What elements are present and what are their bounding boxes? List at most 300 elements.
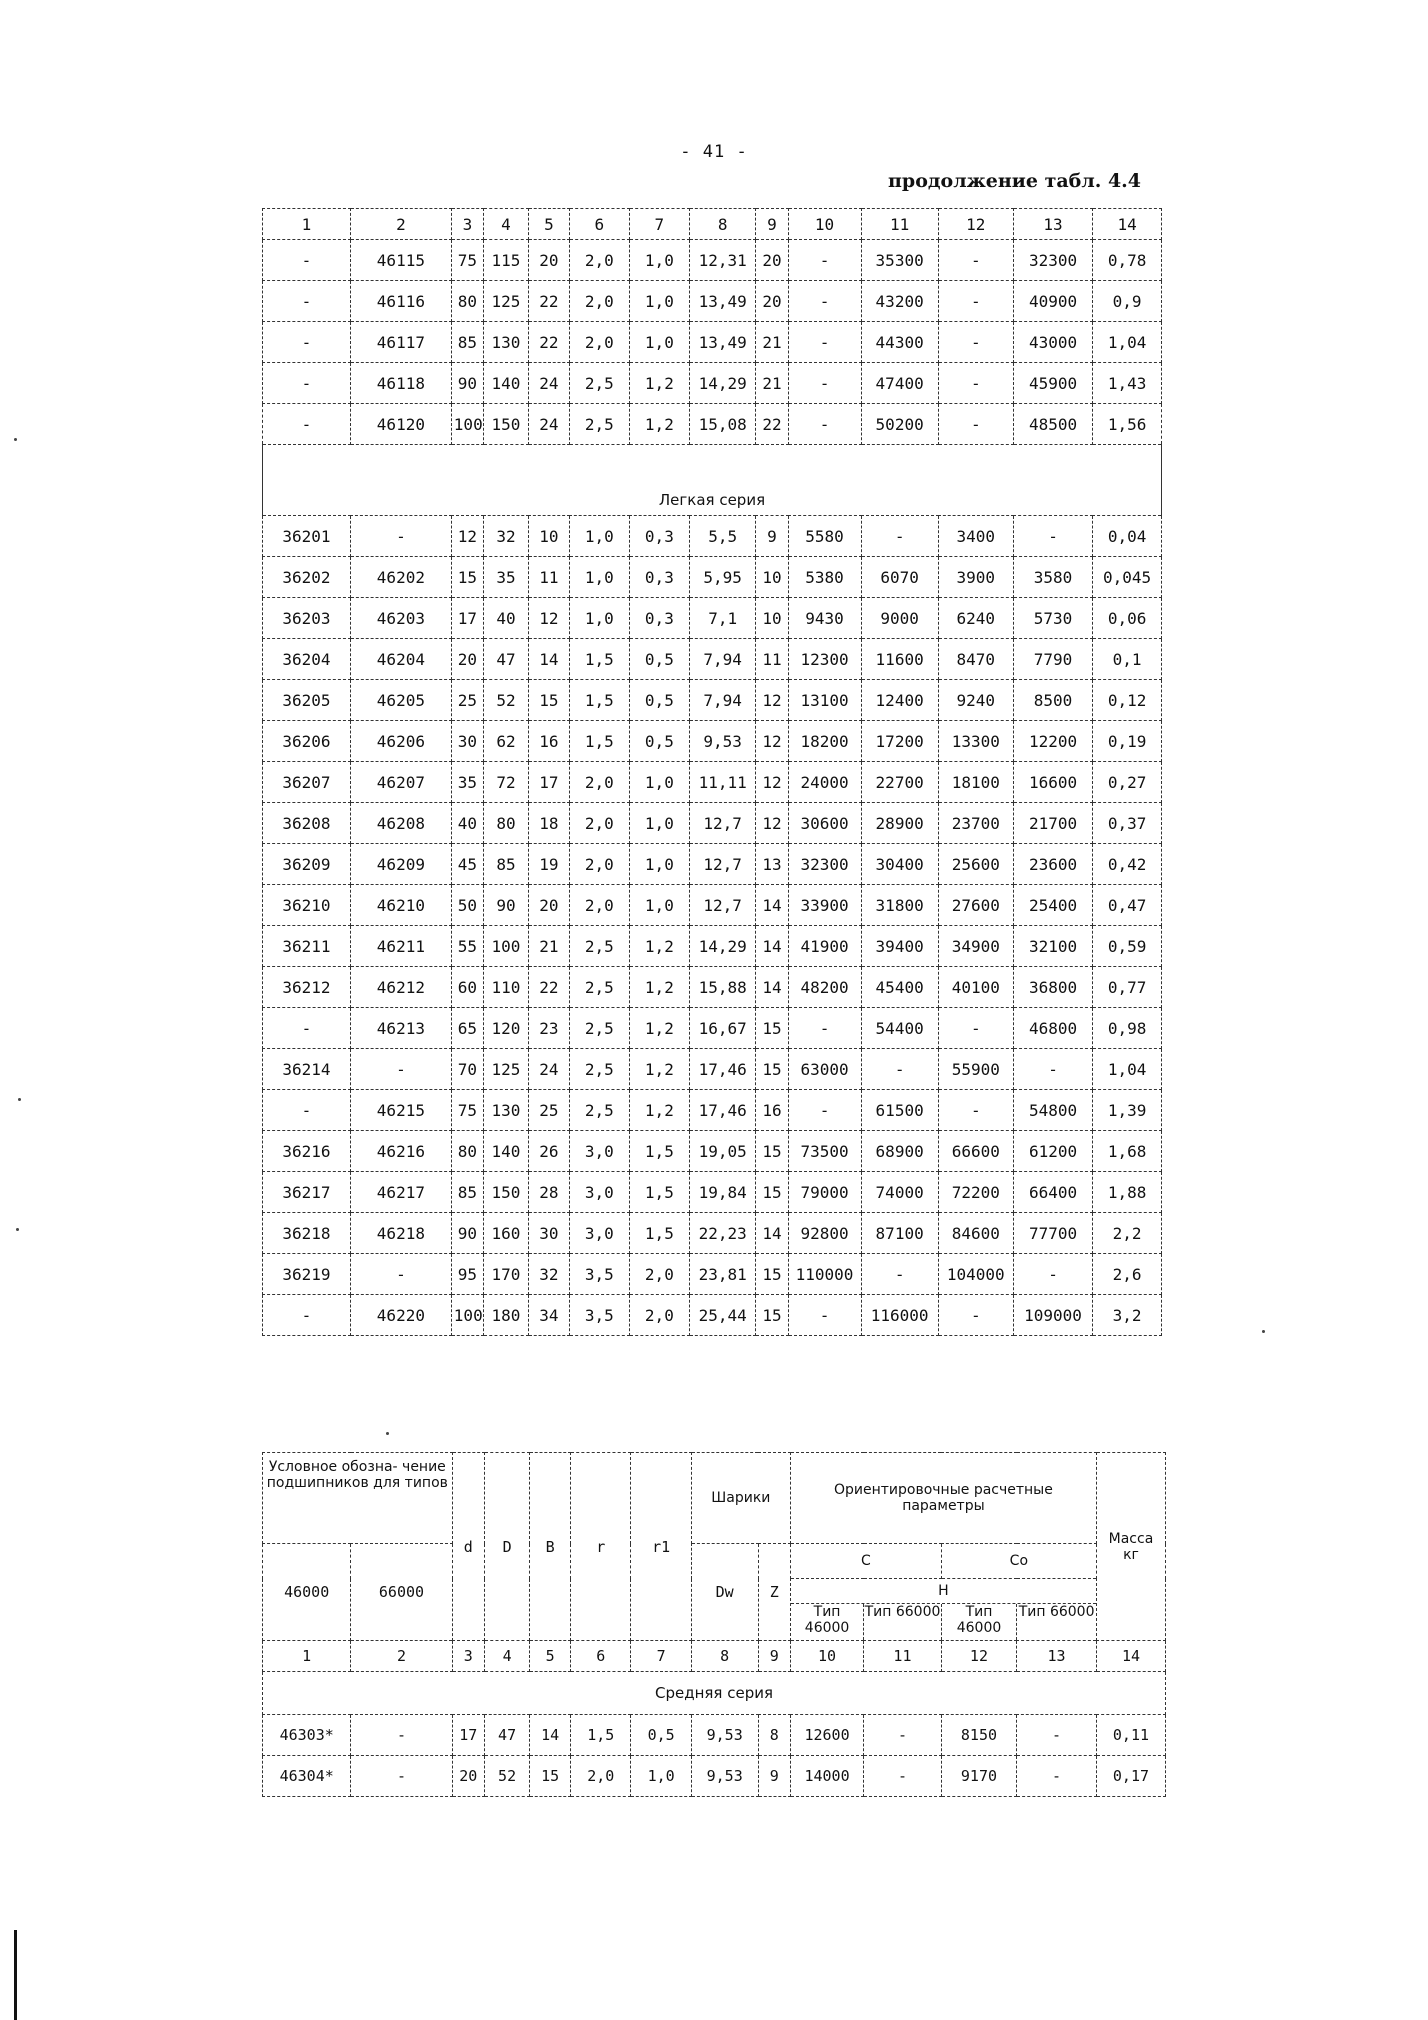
table-cell: 2,0	[569, 322, 629, 363]
table-cell: 16	[529, 721, 570, 762]
table-cell: 35	[451, 762, 483, 803]
table-cell: 12,7	[689, 885, 756, 926]
table-cell: -	[263, 363, 351, 404]
col-Z-header: Z	[758, 1544, 790, 1641]
table-cell: 1,0	[629, 885, 689, 926]
table-cell: 8	[758, 1715, 790, 1756]
table-cell: 3,5	[569, 1295, 629, 1336]
table-cell: 1,0	[629, 281, 689, 322]
table-row	[263, 1756, 1166, 1797]
table-cell: 11,11	[689, 762, 756, 803]
table-cell: 22	[529, 281, 570, 322]
table-cell: 36800	[1013, 967, 1092, 1008]
table-row	[263, 1008, 1162, 1049]
table-cell: 22	[529, 322, 570, 363]
table-row	[263, 363, 1162, 404]
table-cell: 1,0	[569, 516, 629, 557]
table-cell: 62	[483, 721, 528, 762]
table-cell: 20	[452, 1756, 484, 1797]
table-cell: 9,53	[691, 1715, 758, 1756]
table-cell: 9170	[941, 1756, 1016, 1797]
table-cell: 0,11	[1096, 1715, 1165, 1756]
table-cell: 7,94	[689, 639, 756, 680]
table-cell: -	[938, 1090, 1013, 1131]
table-cell: 0,78	[1093, 240, 1162, 281]
table-cell: 43200	[861, 281, 938, 322]
bearing-table-continuation	[262, 208, 1162, 1336]
subtype-c-66000: Тип 66000	[864, 1604, 942, 1640]
table-cell: 61200	[1013, 1131, 1092, 1172]
table-cell: 14	[529, 639, 570, 680]
table-cell: 11	[529, 557, 570, 598]
table-cell: 2,0	[629, 1254, 689, 1295]
table-cell: 0,19	[1093, 721, 1162, 762]
table-cell: 36208	[263, 803, 351, 844]
table-cell: -	[788, 322, 861, 363]
table-cell: 5,5	[689, 516, 756, 557]
table-cell: 46213	[350, 1008, 451, 1049]
table-cell: 46212	[350, 967, 451, 1008]
table-cell: 12	[529, 598, 570, 639]
series-label: Средняя серия	[263, 1672, 1166, 1715]
table-cell: 13,49	[689, 322, 756, 363]
table-cell: 6070	[861, 557, 938, 598]
table-cell: 15,88	[689, 967, 756, 1008]
table-cell: 60	[451, 967, 483, 1008]
table-cell: 3,5	[569, 1254, 629, 1295]
table-cell: 12200	[1013, 721, 1092, 762]
table-cell: 63000	[788, 1049, 861, 1090]
table-cell: -	[788, 363, 861, 404]
table-row	[263, 557, 1162, 598]
table-cell: 25600	[938, 844, 1013, 885]
table-cell: -	[350, 1254, 451, 1295]
table-cell: -	[788, 240, 861, 281]
table-cell: 2,5	[569, 926, 629, 967]
table-cell: 46218	[350, 1213, 451, 1254]
table-cell: 12	[756, 762, 788, 803]
table-cell: 70	[451, 1049, 483, 1090]
table-cell: 9,53	[689, 721, 756, 762]
table-cell: 43000	[1013, 322, 1092, 363]
table-cell: 36211	[263, 926, 351, 967]
table-cell: 17,46	[689, 1049, 756, 1090]
table-cell: 20	[529, 240, 570, 281]
table-cell: 15	[451, 557, 483, 598]
table-cell: 120	[483, 1008, 528, 1049]
table-cell: 15	[529, 680, 570, 721]
table-cell: 3,0	[569, 1213, 629, 1254]
table-cell: 0,5	[629, 721, 689, 762]
table-cell: 46117	[350, 322, 451, 363]
table-cell: 12400	[861, 680, 938, 721]
table-cell: -	[263, 322, 351, 363]
table-cell: 1,68	[1093, 1131, 1162, 1172]
table-cell: 1,5	[629, 1131, 689, 1172]
table-cell: 13,49	[689, 281, 756, 322]
table-cell: 46205	[350, 680, 451, 721]
table-cell: 2,0	[569, 762, 629, 803]
table-cell: 104000	[938, 1254, 1013, 1295]
table-cell: 7,1	[689, 598, 756, 639]
table-cell: 36210	[263, 885, 351, 926]
table-row	[263, 721, 1162, 762]
table-cell: 24	[529, 404, 570, 445]
table-cell: 36204	[263, 639, 351, 680]
table-cell: 0,9	[1093, 281, 1162, 322]
table-cell: 19,05	[689, 1131, 756, 1172]
table-cell: 66600	[938, 1131, 1013, 1172]
table-cell: 3	[452, 1641, 484, 1672]
table-cell: 16	[756, 1090, 788, 1131]
table-cell: 2,5	[569, 1049, 629, 1090]
table-cell: 15	[756, 1254, 788, 1295]
table-cell: 46203	[350, 598, 451, 639]
table-cell: 14	[1093, 209, 1162, 240]
table-cell: 74000	[861, 1172, 938, 1213]
table-cell: 130	[483, 1090, 528, 1131]
table-cell: 40	[451, 803, 483, 844]
table-cell: 12	[756, 803, 788, 844]
table-cell: 15	[756, 1008, 788, 1049]
table-cell: 77700	[1013, 1213, 1092, 1254]
table-cell: 66400	[1013, 1172, 1092, 1213]
col-Dw-header: Dw	[691, 1544, 758, 1641]
table-cell: 6	[571, 1641, 631, 1672]
table-cell: 36207	[263, 762, 351, 803]
table-cell: 9	[758, 1641, 790, 1672]
table-cell: 3,0	[569, 1131, 629, 1172]
table-cell: 18100	[938, 762, 1013, 803]
table-cell: 22,23	[689, 1213, 756, 1254]
table-cell: 22	[529, 967, 570, 1008]
table-cell: 85	[451, 1172, 483, 1213]
table-cell: 55	[451, 926, 483, 967]
table-cell: 1,0	[629, 844, 689, 885]
table-cell: 116000	[861, 1295, 938, 1336]
col-H-block	[790, 1579, 1096, 1641]
table-cell: 34	[529, 1295, 570, 1336]
table-cell: 13300	[938, 721, 1013, 762]
table-cell: 48500	[1013, 404, 1092, 445]
table-cell: 92800	[788, 1213, 861, 1254]
table-cell: 47	[484, 1715, 529, 1756]
subtype-co-46000: Тип 46000	[942, 1604, 1017, 1640]
table-cell: -	[1017, 1756, 1097, 1797]
table-cell: -	[263, 240, 351, 281]
table-cell: 18200	[788, 721, 861, 762]
table-cell: 2,0	[569, 885, 629, 926]
table-cell: 1,0	[629, 240, 689, 281]
params-header: Ориентировочные расчетные параметры	[790, 1453, 1096, 1544]
page-number: - 41 -	[680, 142, 748, 162]
table-cell: 30	[529, 1213, 570, 1254]
table-cell: 20	[756, 281, 788, 322]
col-r1-header: r1	[631, 1453, 691, 1641]
table-cell: 160	[483, 1213, 528, 1254]
table-cell: 1,2	[629, 363, 689, 404]
table-cell: 75	[451, 1090, 483, 1131]
table-cell: 46115	[350, 240, 451, 281]
table-cell: 46216	[350, 1131, 451, 1172]
table-cell: -	[788, 1295, 861, 1336]
table-cell: 46215	[350, 1090, 451, 1131]
table-cell: 36203	[263, 598, 351, 639]
table-cell: 9	[756, 209, 788, 240]
scan-speck	[16, 1228, 19, 1231]
table-cell: 90	[451, 1213, 483, 1254]
table-cell: 40	[483, 598, 528, 639]
table-cell: 2,0	[629, 1295, 689, 1336]
table-cell: 72	[483, 762, 528, 803]
table-cell: 12,31	[689, 240, 756, 281]
table-cell: 1	[263, 1641, 351, 1672]
table-cell: 1,5	[571, 1715, 631, 1756]
table-cell: 35	[483, 557, 528, 598]
table-cell: 17	[529, 762, 570, 803]
table-cell: 110	[483, 967, 528, 1008]
table-cell: 14	[756, 885, 788, 926]
table-cell: 1,43	[1093, 363, 1162, 404]
table-cell: 8150	[941, 1715, 1016, 1756]
table-cell: 80	[451, 1131, 483, 1172]
table-cell: 12600	[790, 1715, 863, 1756]
table-cell: 46209	[350, 844, 451, 885]
scan-speck	[1262, 1330, 1265, 1333]
table-row	[263, 1131, 1162, 1172]
table-cell: -	[1013, 1049, 1092, 1090]
table-cell: 7790	[1013, 639, 1092, 680]
table-cell: 0,3	[629, 598, 689, 639]
subtype-co-66000: Тип 66000	[1018, 1604, 1095, 1620]
table-cell: 25	[529, 1090, 570, 1131]
table-cell: 140	[483, 363, 528, 404]
table-cell: 48200	[788, 967, 861, 1008]
table-cell: 125	[483, 281, 528, 322]
table-cell: 1,5	[569, 680, 629, 721]
series-label: Легкая серия	[263, 445, 1162, 516]
table-cell: 5,95	[689, 557, 756, 598]
table-cell: 3,2	[1093, 1295, 1162, 1336]
table-cell: 1,2	[629, 1008, 689, 1049]
table-cell: 180	[483, 1295, 528, 1336]
table-cell: 1,39	[1093, 1090, 1162, 1131]
table-cell: 46220	[350, 1295, 451, 1336]
table-cell: 2,0	[569, 281, 629, 322]
table-cell: 52	[483, 680, 528, 721]
table-cell: 61500	[861, 1090, 938, 1131]
table-cell: 17,46	[689, 1090, 756, 1131]
table-cell: 15	[756, 1295, 788, 1336]
table-cell: 32100	[1013, 926, 1092, 967]
table-cell: 36217	[263, 1172, 351, 1213]
table-cell: 46208	[350, 803, 451, 844]
table-cell: 72200	[938, 1172, 1013, 1213]
table-cell: -	[861, 1254, 938, 1295]
table-cell: 0,27	[1093, 762, 1162, 803]
table-cell: 1,0	[569, 598, 629, 639]
table-cell: 12,7	[689, 803, 756, 844]
table-cell: 25400	[1013, 885, 1092, 926]
table-cell: 0,3	[629, 557, 689, 598]
table-cell: 1,5	[569, 639, 629, 680]
table-cell: 32	[529, 1254, 570, 1295]
table-cell: 1,0	[569, 557, 629, 598]
table-cell: 46118	[350, 363, 451, 404]
table-cell: 0,42	[1093, 844, 1162, 885]
table-cell: 0,37	[1093, 803, 1162, 844]
table-cell: 2	[350, 209, 451, 240]
table-cell: 8470	[938, 639, 1013, 680]
table-row	[263, 404, 1162, 445]
table-header-row	[263, 1544, 1166, 1579]
table-cell: 23	[529, 1008, 570, 1049]
table-cell: -	[864, 1756, 942, 1797]
table-cell: 170	[483, 1254, 528, 1295]
table-cell: 1,88	[1093, 1172, 1162, 1213]
table-cell: 9000	[861, 598, 938, 639]
table-cell: 1,2	[629, 404, 689, 445]
col-H-header: H	[791, 1579, 1096, 1604]
table-row	[263, 240, 1162, 281]
table-cell: 11	[861, 209, 938, 240]
table-cell: 3580	[1013, 557, 1092, 598]
table-cell: 3400	[938, 516, 1013, 557]
table-row	[263, 926, 1162, 967]
table-row	[263, 680, 1162, 721]
table-cell: 0,17	[1096, 1756, 1165, 1797]
table-cell: 13	[1013, 209, 1092, 240]
col-C-header: C	[790, 1544, 941, 1579]
table-cell: 24	[529, 363, 570, 404]
table-cell: 0,47	[1093, 885, 1162, 926]
table-cell: 46303*	[263, 1715, 351, 1756]
mass-header: Масса кг	[1096, 1453, 1165, 1641]
table-cell: 46211	[350, 926, 451, 967]
table-cell: 1,0	[629, 322, 689, 363]
table-row	[263, 322, 1162, 363]
table-cell: 12	[756, 680, 788, 721]
table-cell: 1,2	[629, 967, 689, 1008]
table-cell: 125	[483, 1049, 528, 1090]
table-cell: 0,59	[1093, 926, 1162, 967]
table-cell: 130	[483, 322, 528, 363]
table-cell: 2,0	[569, 240, 629, 281]
series-row	[263, 1672, 1166, 1715]
table-row	[263, 1213, 1162, 1254]
table-cell: 15	[756, 1131, 788, 1172]
table-cell: 1,04	[1093, 1049, 1162, 1090]
table-cell: 73500	[788, 1131, 861, 1172]
type-66000-header: 66000	[351, 1544, 452, 1641]
table-cell: 15	[530, 1756, 571, 1797]
table-cell: 80	[451, 281, 483, 322]
table-cell: 40100	[938, 967, 1013, 1008]
table-cell: 46120	[350, 404, 451, 445]
table-cell: -	[861, 516, 938, 557]
type-46000-header: 46000	[263, 1544, 351, 1641]
table-cell: 15	[756, 1172, 788, 1213]
table-cell: -	[1013, 516, 1092, 557]
table-cell: 19	[529, 844, 570, 885]
table-cell: 4	[483, 209, 528, 240]
table-cell: -	[350, 516, 451, 557]
table-cell: -	[861, 1049, 938, 1090]
col-B-header: B	[530, 1453, 571, 1641]
table-cell: 8	[689, 209, 756, 240]
table-cell: 20	[529, 885, 570, 926]
table-cell: -	[263, 281, 351, 322]
table-cell: 3,0	[569, 1172, 629, 1213]
table-cell: -	[938, 240, 1013, 281]
table-cell: 12300	[788, 639, 861, 680]
table-cell: 1,56	[1093, 404, 1162, 445]
table-cell: -	[938, 404, 1013, 445]
table-cell: 20	[451, 639, 483, 680]
table-cell: 3	[451, 209, 483, 240]
table-cell: 65	[451, 1008, 483, 1049]
table-cell: 17	[452, 1715, 484, 1756]
table-cell: 5	[529, 209, 570, 240]
table-cell: 25	[451, 680, 483, 721]
table-cell: 36202	[263, 557, 351, 598]
table-cell: 14	[756, 926, 788, 967]
table-cell: -	[263, 1090, 351, 1131]
table-cell: -	[263, 1295, 351, 1336]
table-cell: 14	[530, 1715, 571, 1756]
table-cell: 32	[483, 516, 528, 557]
table-row	[263, 1172, 1162, 1213]
table-cell: 8500	[1013, 680, 1092, 721]
table-cell: 150	[483, 1172, 528, 1213]
table-cell: 0,5	[629, 639, 689, 680]
table-cell: 7,94	[689, 680, 756, 721]
table-cell: 30600	[788, 803, 861, 844]
table-cell: 32300	[1013, 240, 1092, 281]
table-cell: 2,6	[1093, 1254, 1162, 1295]
table-cell: 24000	[788, 762, 861, 803]
table-cell: 15	[756, 1049, 788, 1090]
table-header-row	[263, 1453, 1166, 1544]
table-cell: 22	[756, 404, 788, 445]
table-cell: 17	[451, 598, 483, 639]
table-cell: 11	[756, 639, 788, 680]
table-cell: 7	[629, 209, 689, 240]
scan-speck	[18, 1098, 21, 1101]
table-cell: 36201	[263, 516, 351, 557]
table-cell: 12	[941, 1641, 1016, 1672]
table-cell: 46800	[1013, 1008, 1092, 1049]
table-cell: 19,84	[689, 1172, 756, 1213]
table-cell: 8	[691, 1641, 758, 1672]
table-cell: 11600	[861, 639, 938, 680]
table-cell: 50200	[861, 404, 938, 445]
table-cell: 9	[758, 1756, 790, 1797]
table-cell: -	[938, 1008, 1013, 1049]
table-cell: 0,5	[631, 1715, 691, 1756]
table-cell: 10	[756, 557, 788, 598]
table-cell: 39400	[861, 926, 938, 967]
table-cell: -	[938, 322, 1013, 363]
table-cell: 12	[756, 721, 788, 762]
table-cell: 9430	[788, 598, 861, 639]
table-cell: 40900	[1013, 281, 1092, 322]
scan-edge-mark	[14, 1930, 17, 2020]
col-r-header: r	[571, 1453, 631, 1641]
table-cell: 0,06	[1093, 598, 1162, 639]
table-cell: 36212	[263, 967, 351, 1008]
table-cell: 36205	[263, 680, 351, 721]
